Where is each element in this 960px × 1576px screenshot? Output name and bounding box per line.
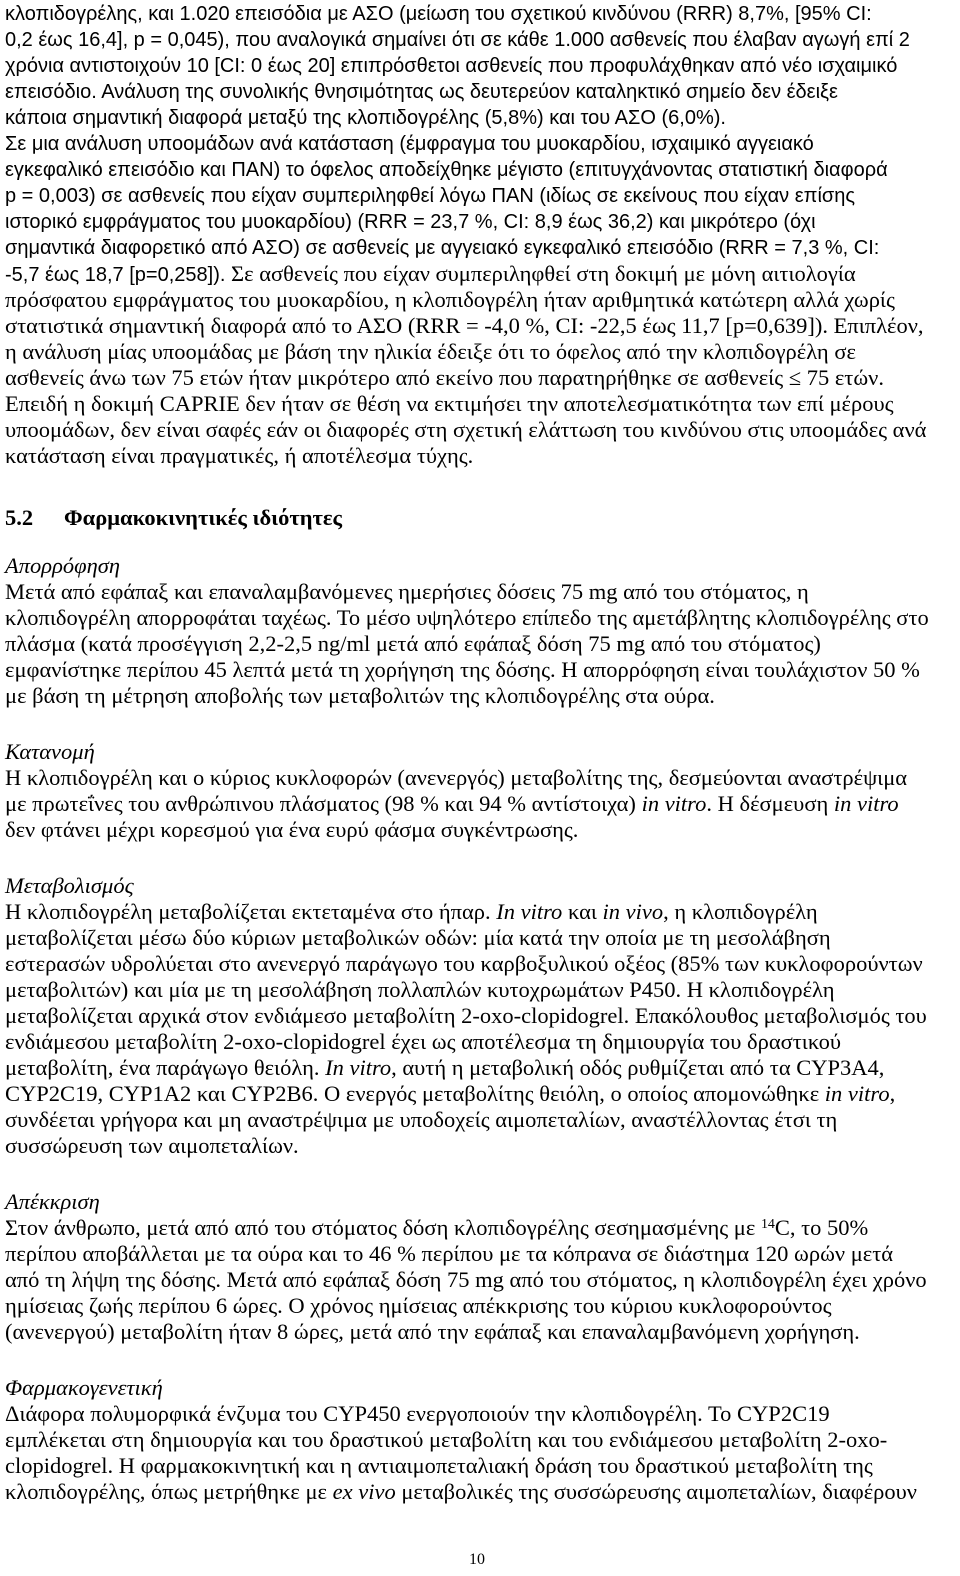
text-segment: Σε ασθενείς που είχαν συμπεριληφθεί στη δοκιμή με μόνη αιτιολογία: [225, 261, 856, 286]
text-segment: -5,7 έως 18,7 [p=0,258]).: [5, 264, 226, 286]
text-line: επεισόδιο. Ανάλυση της συνολικής θνησιμότητας ως δευτερεύον καταληκτικό σημείο δεν έδειξε: [5, 81, 838, 103]
distribution-paragraph: [5, 765, 955, 843]
text-line: εστερασών υδρολύεται στο ανενεργό παράγωγο του καρβοξυλικού οξέος (85% των κυκλοφορούντων: [5, 951, 923, 976]
subsection-heading-pharmacogenetics: Φαρμακογενετική: [5, 1375, 163, 1400]
text-line: κλοπιδογρέλη απορροφάται ταχέως. Το μέσο υψηλότερο επίπεδο της αμετάβλητης κλοπιδογρέλης στο: [5, 605, 929, 630]
text-segment: κλοπιδογρέλης, όπως μετρήθηκε με: [5, 1479, 333, 1504]
italic-term: in vitro: [641, 791, 707, 816]
subsection-heading-elimination: Απέκκριση: [5, 1189, 100, 1214]
text-line: Επειδή η δοκιμή CAPRIE δεν ήταν σε θέση να εκτιμήσει την αποτελεσματικότητα των επί μέρους: [5, 391, 894, 416]
text-line: εμφανίστηκε περίπου 45 λεπτά μετά τη χορήγηση της δόσης. Η απορρόφηση είναι τουλάχιστον 50 %: [5, 657, 920, 682]
text-line: χρόνια αντιστοιχούν 10 [CI: 0 έως 20] επιπρόσθετοι ασθενείς που προφυλάχθηκαν από νέο ισχαιμικό: [5, 55, 898, 77]
text-line: [5, 899, 955, 925]
text-line: Μετά από εφάπαξ και επαναλαμβανόμενες ημερήσιες δόσεις 75 mg από του στόματος, η: [5, 579, 809, 604]
text-segment: Στον άνθρωπο, μετά από από του στόματος δόση κλοπιδογρέλης σεσημασμένης με: [5, 1215, 761, 1240]
text-line: Διάφορα πολυμορφικά ένζυμα του CYP450 ενεργοποιούν την κλοπιδογρέλη. Το CYP2C19: [5, 1401, 830, 1426]
document-page: [5, 1, 955, 1505]
text-line: περίπου αποβάλλεται με τα ούρα και το 46 % περίπου με τα κόπρανα σε διάστημα 120 ωρών μετά: [5, 1241, 894, 1266]
subsection-heading-metabolism: Μεταβολισμός: [5, 873, 134, 898]
text-segment: μεταβολικές της συσσώρευσης αιμοπεταλίων, διαφέρουν: [395, 1479, 917, 1504]
text-segment: , αυτή η μεταβολική οδός ρυθμίζεται από τα CYP3A4,: [391, 1055, 885, 1080]
text-line: ασθενείς άνω των 75 ετών ήταν μικρότερο από εκείνο που παρατηρήθηκε σε ασθενείς ≤ 75 ετών.: [5, 365, 884, 390]
text-segment: C, το 50%: [774, 1215, 869, 1240]
text-segment: μεταβολίτη, ένα παράγωγο θειόλη.: [5, 1055, 326, 1080]
section-title: Φαρμακοκινητικές ιδιότητες: [64, 505, 343, 530]
text-line: σημαντικά διαφορετικό από ΑΣΟ) σε ασθενείς με αγγειακό εγκεφαλικό επεισόδιο (RRR = 7,3 %, CI:: [5, 237, 880, 259]
text-line: [5, 1081, 955, 1107]
text-line: 0,2 έως 16,4], p = 0,045), που αναλογικά σημαίνει ότι σε κάθε 1.000 ασθενείς που έλαβαν αγωγή επί 2: [5, 29, 910, 51]
text-line: υποομάδων, δεν είναι σαφές εάν οι διαφορές στη σχετική ελάττωση του κινδύνου στις υποομάδες ανά: [5, 417, 927, 442]
text-line: εμπλέκεται στη δημιουργία και του δραστικού μεταβολίτη και του ενδιάμεσου μεταβολίτη 2-oxo-: [5, 1427, 888, 1452]
absorption-paragraph: [5, 579, 955, 709]
subsection-heading-distribution: Κατανομή: [5, 739, 95, 764]
page-number: 10: [469, 1551, 485, 1568]
italic-term: In vitro: [496, 899, 563, 924]
text-line: εγκεφαλικό επεισόδιο και ΠΑΝ) το όφελος αποδείχθηκε μέγιστο (επιτυγχάνοντας στατιστική διαφορά: [5, 159, 888, 181]
italic-term: In vitro: [325, 1055, 392, 1080]
text-line: [5, 1215, 955, 1241]
section-heading: [5, 505, 955, 531]
text-line: [5, 1479, 955, 1505]
metabolism-paragraph: [5, 899, 955, 1159]
italic-term: in vitro: [824, 1081, 890, 1106]
text-line: ημίσειας ζωής περίπου 6 ώρες. Ο χρόνος ημίσειας απέκκρισης του κύριου κυκλοφορούντος: [5, 1293, 832, 1318]
text-segment: CYP2C19, CYP1A2 και CYP2B6. Ο ενεργός μεταβολίτης θειόλη, ο οποίος απομονώθηκε: [5, 1081, 825, 1106]
text-line: κάποια σημαντική διαφορά μεταξύ της κλοπιδογρέλης (5,8%) και του ΑΣΟ (6,0%).: [5, 107, 726, 129]
section-number: 5.2: [5, 505, 34, 530]
text-segment: Η κλοπιδογρέλη μεταβολίζεται εκτεταμένα στο ήπαρ.: [5, 899, 497, 924]
text-line: μεταβολιτών) και μία με τη μεσολάβηση πολλαπλών κυτοχρωμάτων P450. Η κλοπιδογρέλη: [5, 977, 835, 1002]
text-segment: ,: [889, 1081, 896, 1106]
text-line: Η κλοπιδογρέλη και ο κύριος κυκλοφορών (ανενεργός) μεταβολίτης της, δεσμεύονται αναστρέψιμα: [5, 765, 908, 790]
text-line: [5, 261, 955, 287]
text-line: από τη λήψη της δόσης. Μετά από εφάπαξ δόση 75 mg από του στόματος, η κλοπιδογρέλη έχει χρόνο: [5, 1267, 927, 1292]
text-line: στατιστικά σημαντική διαφορά από το ΑΣΟ (RRR = -4,0 %, CI: -22,5 έως 11,7 [p=0,639]). Επιπλέον,: [5, 313, 924, 338]
text-line: δεν φτάνει μέχρι κορεσμού για ένα ευρύ φάσμα συγκέντρωσης.: [5, 817, 579, 842]
text-line: συνδέεται γρήγορα και μη αναστρέψιμα με υποδοχείς αιμοπεταλίων, αναστέλλοντας έτσι τη: [5, 1107, 838, 1132]
text-segment: και: [562, 899, 603, 924]
text-line: [5, 1055, 955, 1081]
text-line: μεταβολίζεται αρχικά στον ενδιάμεσο μεταβολίτη 2-oxo-clopidogrel. Επακόλουθος μεταβολισμός του: [5, 1003, 927, 1028]
text-line: clopidogrel. Η φαρμακοκινητική και η αντιαιμοπεταλιακή δράση του δραστικού μεταβολίτη της: [5, 1453, 873, 1478]
text-line: η ανάλυση μίας υποομάδας με βάση την ηλικία έδειξε ότι το όφελος από την κλοπιδογρέλη σε: [5, 339, 856, 364]
text-segment: . Η δέσμευση: [706, 791, 834, 816]
text-line: κατάσταση είναι πραγματικές, ή αποτέλεσμα τύχης.: [5, 443, 474, 468]
text-line: [5, 791, 955, 817]
italic-term: ex vivo: [332, 1479, 396, 1504]
text-line: ενδιάμεσου μεταβολίτη 2-oxo-clopidogrel έχει ως αποτέλεσμα τη δημιουργία του δραστικού: [5, 1029, 842, 1054]
superscript-isotope-mass: 14: [760, 1217, 775, 1233]
subsection-heading-absorption: Απορρόφηση: [5, 553, 120, 578]
caprie-results-paragraph: [5, 1, 955, 469]
pharmacogenetics-paragraph: [5, 1401, 955, 1505]
text-line: πρόσφατου εμφράγματος του μυοκαρδίου, η κλοπιδογρέλη ήταν αριθμητικά κατώτερη αλλά χωρίς: [5, 287, 895, 312]
text-line: p = 0,003) σε ασθενείς που είχαν συμπεριληφθεί λόγω ΠΑΝ (ιδίως σε εκείνους που είχαν επίσης: [5, 185, 855, 207]
text-line: συσσώρευση των αιμοπεταλίων.: [5, 1133, 299, 1158]
text-line: με βάση τη μέτρηση αποβολής των μεταβολιτών της κλοπιδογρέλης στα ούρα.: [5, 683, 715, 708]
text-line: (ανενεργού) μεταβολίτη ήταν 8 ώρες, μετά από την εφάπαξ και επαναλαμβανόμενη χορήγηση.: [5, 1319, 860, 1344]
text-line: κλοπιδογρέλης, και 1.020 επεισόδια με ΑΣΟ (μείωση του σχετικού κινδύνου (RRR) 8,7%, [95% CI:: [5, 3, 872, 25]
text-line: πλάσμα (κατά προσέγγιση 2,2-2,5 ng/ml μετά από εφάπαξ δόση 75 mg από του στόματος): [5, 631, 821, 656]
text-line: μεταβολίζεται μέσω δύο κύριων μεταβολικών οδών: μία κατά την οποία με τη μεσολάβηση: [5, 925, 831, 950]
text-line: ιστορικό εμφράγματος του μυοκαρδίου) (RRR = 23,7 %, CI: 8,9 έως 36,2) και μικρότερο (όχι: [5, 211, 816, 233]
text-segment: , η κλοπιδογρέλη: [663, 899, 818, 924]
elimination-paragraph: [5, 1215, 955, 1345]
italic-term: in vitro: [833, 791, 899, 816]
text-line: Σε μια ανάλυση υποομάδων ανά κατάσταση (έμφραγμα του μυοκαρδίου, ισχαιμικό αγγειακό: [5, 133, 814, 155]
italic-term: in vivo: [602, 899, 664, 924]
text-segment: με πρωτεΐνες του ανθρώπινου πλάσματος (98 % και 94 % αντίστοιχα): [5, 791, 642, 816]
